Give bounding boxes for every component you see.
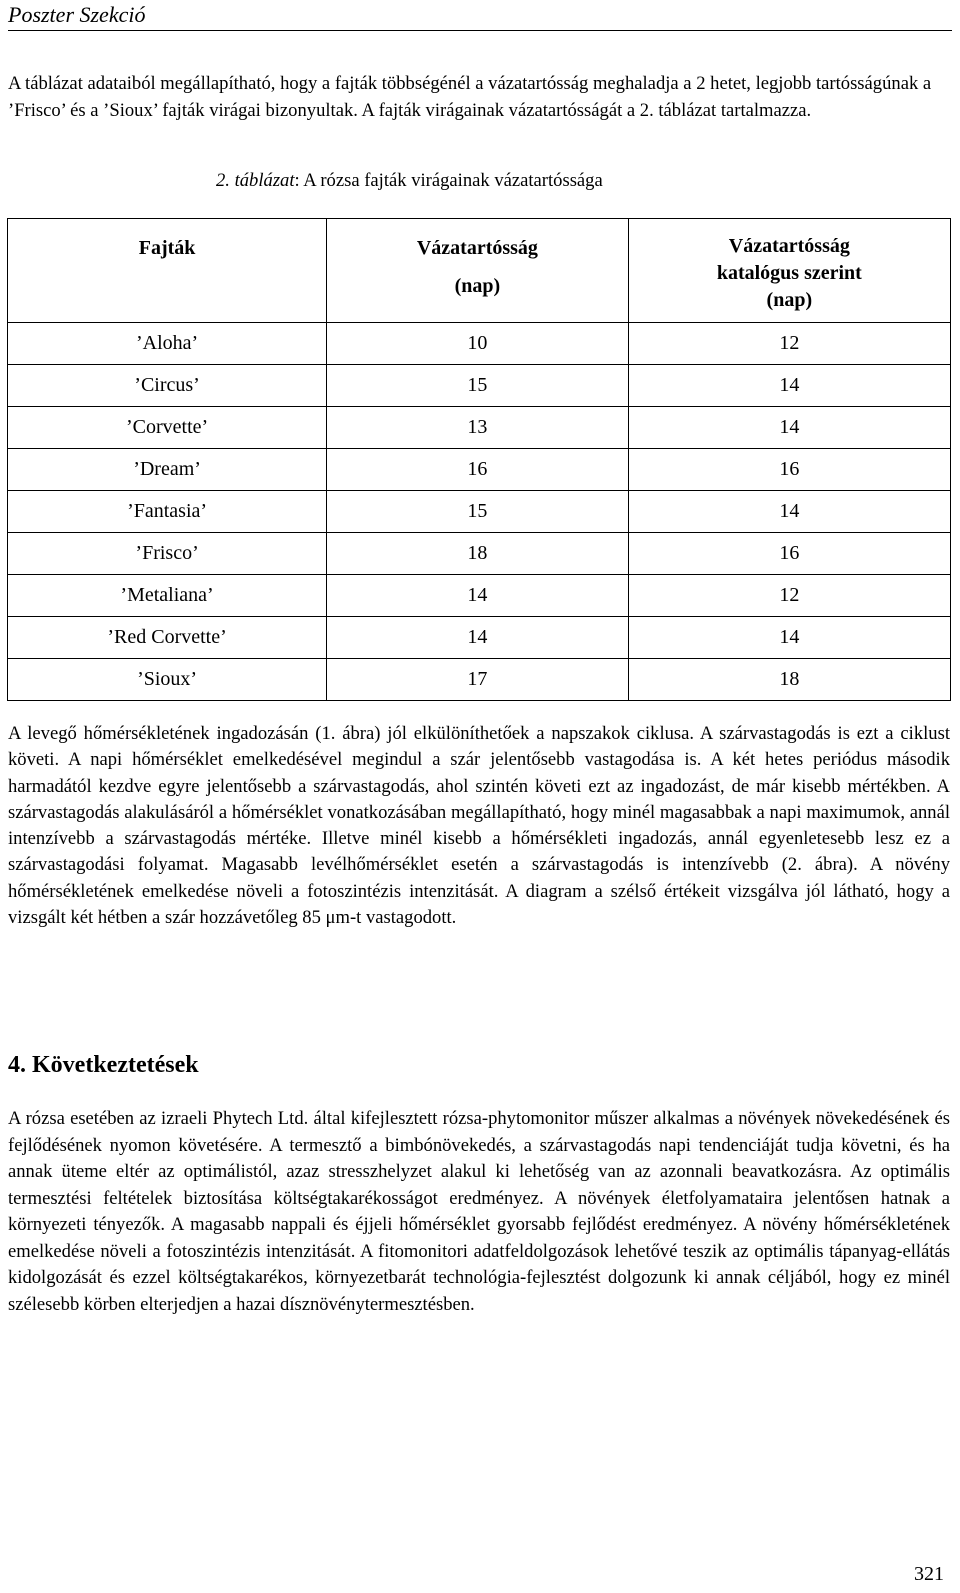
header-varieties bbox=[8, 219, 327, 323]
variety-cell: ’Aloha’ bbox=[8, 323, 327, 365]
header-vase-life bbox=[327, 219, 629, 323]
variety-cell: ’Fantasia’ bbox=[8, 491, 327, 533]
variety-cell: ’Corvette’ bbox=[8, 407, 327, 449]
catalog-vase-life-cell: 14 bbox=[628, 365, 950, 407]
variety-cell: ’Circus’ bbox=[8, 365, 327, 407]
vase-life-cell: 14 bbox=[327, 575, 629, 617]
vase-life-table bbox=[7, 218, 951, 701]
catalog-vase-life-cell: 12 bbox=[628, 575, 950, 617]
table-row bbox=[8, 575, 951, 617]
header-catalog-unit: (nap) bbox=[766, 289, 813, 311]
vase-life-cell: 17 bbox=[327, 659, 629, 701]
table-row bbox=[8, 659, 951, 701]
results-paragraph: A levegő hőmérsékletének ingadozásán (1. ábra) jól elkülöníthetőek a napszakok ciklusa. A szárvastagodás is ezt a ciklust követi. A napi hőmérséklet emelkedésével megindul a szár jelentősebb vastagodása is. A két hetes periódus második harmadától kezdve egyre jelentősebb a szárvastagodás, ahol szintén követi ezt az ingadozást, de már kisebb mértékben. A szárvastagodás alakulásáról a hőmérséklet vonatkozásában megállapítható, hogy minél magasabbak a napi maximumok, annál intenzívebb a szárvastagodás mértéke. Illetve minél kisebb a hőmérsékleti ingadozás, annál egyenletesebb lesz ez a szárvastagodási folyamat. Magasabb levélhőmérséklet esetén a szárvastagodás is intenzívebb (2. ábra). A növény hőmérsékletének emelkedése növeli a fotoszintézis intenzitását. A diagram a szélső értékeit vizsgálva jól látható, hogy a vizsgált két hétben a szár hozzávetőleg 85 μm-t vastagodott. bbox=[8, 723, 950, 929]
intro-paragraph: A táblázat adataiból megállapítható, hogy a fajták többségénél a vázatartósság meghaladja a 2 hetet, legjobb tartósságúnak a ’Frisco’ és a ’Sioux’ fajták virágai bizonyultak. A fajták virágainak vázatartósságát a 2. táblázat tartalmazza. bbox=[8, 73, 932, 121]
conclusions-paragraph: A rózsa esetében az izraeli Phytech Ltd. által kifejlesztett rózsa-phytomonitor műszer alkalmas a növények növekedésének és fejlődésének nyomon követésére. A termesztő a bimbónövekedés, a szárvastagodás napi tendenciáját tudja követni, és ha annak üteme eltér az optimálistól, azaz stresszhelyzet alakul ki lehetőség van az azonnali beavatkozásra. Az optimális termesztési feltételek biztosítása költségtakarékosságot eredményez. A növények életfolyamataira jelentősen hatnak a környezeti tényezők. A magasabb nappali és éjjeli hőmérséklet gyorsabb fejlődést eredményez. A növény hőmérsékletének emelkedése növeli a fotoszintézis intenzitását. A fitomonitori adatfeldolgozások lehetővé teszik az optimális tápanyag-ellátás kidolgozását és ezzel költségtakarékos, környezetbarát technológia-fejlesztést dolgozunk ki annak céljából, hogy ez minél szélesebb körben elterjedjen a hazai dísznövénytermesztésben. bbox=[8, 1108, 950, 1315]
vase-life-cell: 13 bbox=[327, 407, 629, 449]
header-catalog-vase-life bbox=[628, 219, 950, 323]
table-row bbox=[8, 407, 951, 449]
table-row bbox=[8, 449, 951, 491]
table-caption bbox=[216, 168, 603, 194]
page-number: 321 bbox=[914, 1563, 944, 1585]
vase-life-cell: 10 bbox=[327, 323, 629, 365]
variety-cell: ’Metaliana’ bbox=[8, 575, 327, 617]
header-vase-life-label: Vázatartósság bbox=[416, 237, 538, 259]
table-row bbox=[8, 323, 951, 365]
catalog-vase-life-cell: 14 bbox=[628, 617, 950, 659]
section-title: 4. Következtetések bbox=[8, 1052, 199, 1078]
running-header: Poszter Szekció bbox=[8, 2, 952, 31]
vase-life-cell: 18 bbox=[327, 533, 629, 575]
catalog-vase-life-cell: 14 bbox=[628, 407, 950, 449]
vase-life-cell: 15 bbox=[327, 491, 629, 533]
table-row bbox=[8, 491, 951, 533]
variety-cell: ’Red Corvette’ bbox=[8, 617, 327, 659]
catalog-vase-life-cell: 14 bbox=[628, 491, 950, 533]
table-header-row bbox=[8, 219, 951, 323]
table-body bbox=[8, 323, 951, 701]
variety-cell: ’Frisco’ bbox=[8, 533, 327, 575]
variety-cell: ’Dream’ bbox=[8, 449, 327, 491]
catalog-vase-life-cell: 16 bbox=[628, 449, 950, 491]
vase-life-cell: 14 bbox=[327, 617, 629, 659]
catalog-vase-life-cell: 18 bbox=[628, 659, 950, 701]
table-row bbox=[8, 617, 951, 659]
header-vase-life-unit: (nap) bbox=[454, 275, 501, 297]
header-varieties-label: Fajták bbox=[138, 237, 196, 259]
header-catalog-label: Vázatartósság katalógus szerint bbox=[716, 235, 862, 284]
table-row bbox=[8, 365, 951, 407]
table-row bbox=[8, 533, 951, 575]
catalog-vase-life-cell: 12 bbox=[628, 323, 950, 365]
vase-life-cell: 15 bbox=[327, 365, 629, 407]
table-caption-text: : A rózsa fajták virágainak vázatartóssága bbox=[294, 170, 603, 191]
catalog-vase-life-cell: 16 bbox=[628, 533, 950, 575]
vase-life-cell: 16 bbox=[327, 449, 629, 491]
table-caption-label: 2. táblázat bbox=[216, 170, 295, 191]
variety-cell: ’Sioux’ bbox=[8, 659, 327, 701]
